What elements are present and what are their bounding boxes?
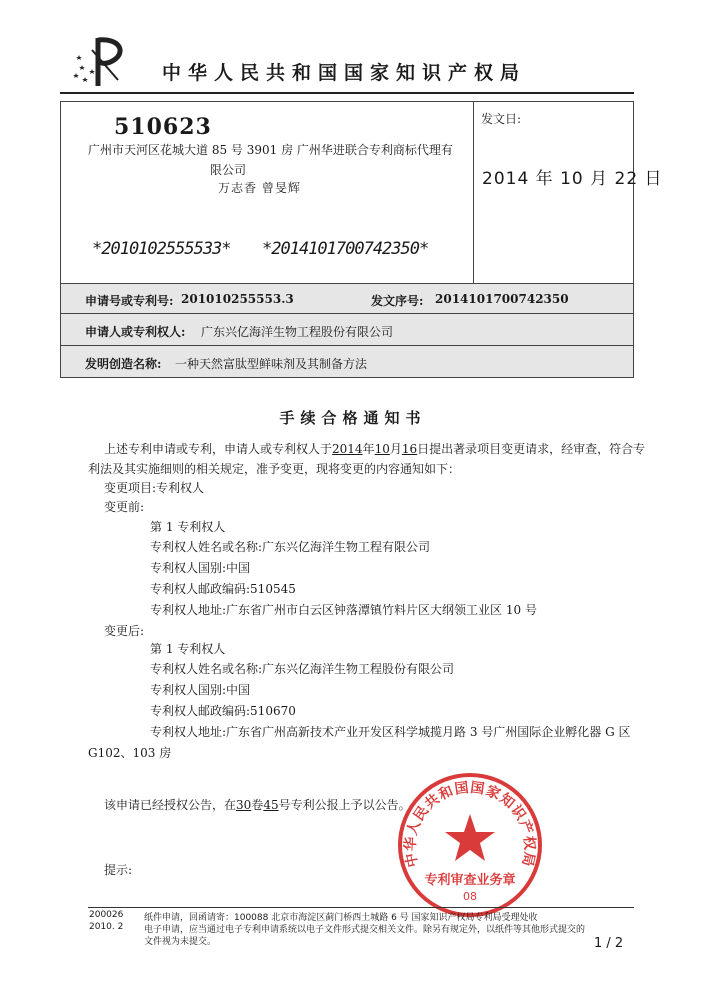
form-code: 200026 xyxy=(89,910,124,920)
gazette-number: 45 xyxy=(263,798,279,812)
announce-text-c: 号专利公报上予以公告。 xyxy=(278,798,411,812)
serial-number-label: 发文序号: xyxy=(371,294,424,308)
after-item: 专利权人国别:中国 xyxy=(150,683,251,697)
applicant-row xyxy=(60,314,634,346)
before-label: 变更前: xyxy=(104,500,145,514)
before-item: 专利权人邮政编码:510545 xyxy=(150,582,296,596)
gazette-volume: 30 xyxy=(236,798,252,812)
applicant-label: 申请人或专利权人: xyxy=(85,325,186,339)
application-number-row xyxy=(60,284,634,314)
application-number-value: 201010255553.3 xyxy=(181,292,294,306)
before-item: 第 1 专利权人 xyxy=(150,520,226,534)
cnipa-logo xyxy=(70,30,130,90)
request-month: 10 xyxy=(374,442,390,456)
hint-label: 提示: xyxy=(104,863,133,877)
footer-rule xyxy=(88,907,634,908)
notice-paragraph-line2: 利法及其实施细则的相关规定，准予变更，现将变更的内容通知如下： xyxy=(88,462,461,476)
footer-line1: 纸件申请，回函请寄：100088 北京市海淀区蓟门桥西土城路 6 号 国家知识产权局专利局受理处收 xyxy=(144,913,538,923)
form-version: 2010. 2 xyxy=(89,922,124,932)
after-item: 专利权人地址:广东省广州高新技术产业开发区科学城揽月路 3 号广州国际企业孵化器 G 区 xyxy=(150,725,631,739)
page-number: 1 / 2 xyxy=(594,936,624,951)
invention-title-row xyxy=(60,346,634,378)
after-label: 变更后: xyxy=(104,624,145,638)
announce-text-b: 卷 xyxy=(251,798,264,812)
barcode-serial-number: *2014101700742350* xyxy=(262,239,429,259)
para1-text-c: 月 xyxy=(389,442,402,456)
recipient-contacts: 万志香 曾旻辉 xyxy=(218,181,301,195)
after-item: 专利权人姓名或名称:广东兴亿海洋生物工程股份有限公司 xyxy=(150,662,455,676)
notice-paragraph-line1 xyxy=(104,440,645,457)
issue-date-label: 发文日: xyxy=(481,112,522,126)
request-year: 2014 xyxy=(332,442,363,456)
after-item: 专利权人邮政编码:510670 xyxy=(150,704,296,718)
svg-text:专利审查业务章: 专利审查业务章 xyxy=(424,873,516,888)
recipient-postcode: 510623 xyxy=(114,114,212,140)
footer-line2: 电子申请，应当通过电子专利申请系统以电子文件形式提交相关文件。除另有规定外，以纸件等其他形式提交的 xyxy=(144,925,586,935)
para1-text-a: 上述专利申请或专利，申请人或专利权人于 xyxy=(104,442,333,456)
change-item: 变更项目:专利权人 xyxy=(104,481,205,495)
announcement-line xyxy=(104,796,411,813)
address-divider xyxy=(473,101,474,284)
applicant-value: 广东兴亿海洋生物工程股份有限公司 xyxy=(201,325,394,339)
para1-text-d: 日提出著录项目变更请求，经审查，符合专 xyxy=(417,442,646,456)
invention-title-value: 一种天然富肽型鲜味剂及其制备方法 xyxy=(175,357,368,371)
after-item: 第 1 专利权人 xyxy=(150,642,226,656)
office-name: 中华人民共和国国家知识产权局 xyxy=(162,62,527,84)
application-number-label: 申请号或专利号: xyxy=(85,294,174,308)
barcode-application-number: *2010102555533* xyxy=(92,239,231,259)
header-rule xyxy=(60,92,634,94)
recipient-address-line1: 广州市天河区花城大道 85 号 3901 房 广州华进联合专利商标代理有 xyxy=(88,143,453,157)
svg-text:08: 08 xyxy=(463,890,477,903)
before-item: 专利权人姓名或名称:广东兴亿海洋生物工程有限公司 xyxy=(150,540,431,554)
svg-text:中华人民共和国国家知识产权局: 中华人民共和国国家知识产权局 xyxy=(402,779,538,869)
after-address-continued: G102、103 房 xyxy=(88,746,172,760)
invention-title-label: 发明创造名称: xyxy=(85,357,162,371)
recipient-address-line2: 限公司 xyxy=(210,163,247,177)
official-seal xyxy=(395,770,545,920)
before-item: 专利权人国别:中国 xyxy=(150,561,251,575)
issue-date-value: 2014 年 10 月 22 日 xyxy=(482,169,663,189)
serial-number-value: 2014101700742350 xyxy=(435,292,569,306)
footer-line3: 文件视为未提交。 xyxy=(144,937,217,947)
para1-text-b: 年 xyxy=(362,442,375,456)
notice-title: 手续合格通知书 xyxy=(279,409,427,427)
request-day: 16 xyxy=(401,442,418,456)
before-item: 专利权人地址:广东省广州市白云区钟落潭镇竹料片区大纲领工业区 10 号 xyxy=(150,603,537,617)
announce-text-a: 该申请已经授权公告，在 xyxy=(104,798,237,812)
